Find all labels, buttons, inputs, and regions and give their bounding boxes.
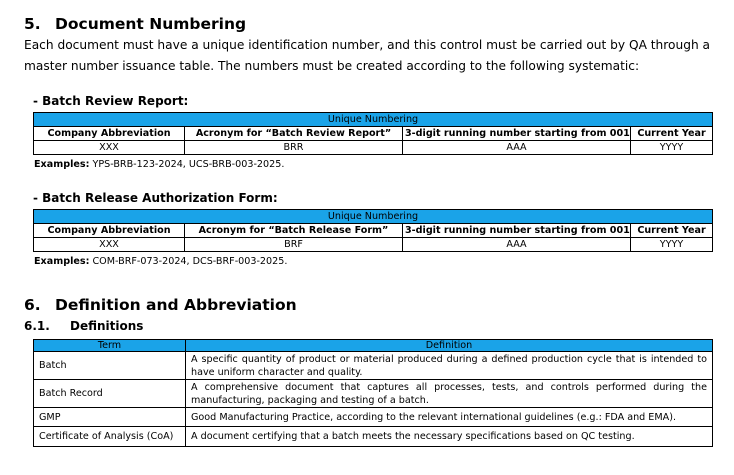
- header-acronym: Acronym for “Batch Review Report”: [185, 127, 403, 141]
- definition-cell: A document certifying that a batch meets the necessary specifications based on QC testing.: [186, 427, 713, 447]
- value-acronym: BRR: [185, 141, 403, 155]
- examples-label: Examples:: [34, 159, 90, 170]
- header-term: Term: [34, 340, 186, 352]
- value-company-abbreviation: XXX: [34, 238, 185, 252]
- section-5-heading: [24, 15, 246, 33]
- header-current-year: Current Year: [631, 224, 713, 238]
- table-row: [34, 408, 713, 427]
- batch-review-examples: [34, 159, 284, 171]
- header-definition: Definition: [186, 340, 713, 352]
- table-row: [34, 352, 713, 380]
- batch-review-heading: - Batch Review Report:: [33, 94, 189, 108]
- definition-cell: A specific quantity of product or material produced during a defined production cycle that is intended to have uniform character and quality.: [186, 352, 713, 380]
- value-current-year: YYYY: [631, 238, 713, 252]
- header-running-number: 3-digit running number starting from 001: [403, 127, 631, 141]
- header-company-abbreviation: Company Abbreviation: [34, 224, 185, 238]
- table-title: Unique Numbering: [34, 210, 713, 224]
- value-running-number: AAA: [403, 141, 631, 155]
- definition-cell: A comprehensive document that captures all processes, tests, and controls performed during the manufacturing, packaging and testing of a batch.: [186, 380, 713, 408]
- term-cell: Batch: [34, 352, 186, 380]
- section-5-number: 5.: [24, 15, 41, 33]
- header-acronym: Acronym for “Batch Release Form”: [185, 224, 403, 238]
- value-company-abbreviation: XXX: [34, 141, 185, 155]
- examples-text: COM-BRF-073-2024, DCS-BRF-003-2025.: [89, 256, 288, 267]
- term-cell: Certificate of Analysis (CoA): [34, 427, 186, 447]
- value-current-year: YYYY: [631, 141, 713, 155]
- section-6-number: 6.: [24, 296, 41, 314]
- header-company-abbreviation: Company Abbreviation: [34, 127, 185, 141]
- header-current-year: Current Year: [631, 127, 713, 141]
- section-6-1-title: Definitions: [70, 319, 144, 333]
- value-acronym: BRF: [185, 238, 403, 252]
- table-title: Unique Numbering: [34, 113, 713, 127]
- section-6-heading: [24, 296, 297, 314]
- section-6-title: Definition and Abbreviation: [55, 296, 297, 314]
- batch-release-numbering-table: [33, 209, 713, 252]
- table-row: [34, 380, 713, 408]
- header-running-number: 3-digit running number starting from 001: [403, 224, 631, 238]
- examples-label: Examples:: [34, 256, 90, 267]
- batch-review-numbering-table: [33, 112, 713, 155]
- term-cell: GMP: [34, 408, 186, 427]
- section-6-1-heading: [24, 319, 143, 334]
- examples-text: YPS-BRB-123-2024, UCS-BRB-003-2025.: [89, 159, 285, 170]
- section-5-paragraph: Each document must have a unique identification number, and this control must be carried out by QA through a master number issuance table. The numbers must be created according to the following systematic:: [24, 38, 711, 73]
- table-row: [34, 427, 713, 447]
- definition-cell: Good Manufacturing Practice, according to the relevant international guidelines (e.g.: FDA and EMA).: [186, 408, 713, 427]
- section-6-1-number: 6.1.: [24, 319, 50, 333]
- definitions-table: [33, 339, 713, 447]
- term-cell: Batch Record: [34, 380, 186, 408]
- section-5-title: Document Numbering: [55, 15, 247, 33]
- batch-release-heading: - Batch Release Authorization Form:: [33, 191, 278, 205]
- value-running-number: AAA: [403, 238, 631, 252]
- batch-release-examples: [34, 256, 287, 268]
